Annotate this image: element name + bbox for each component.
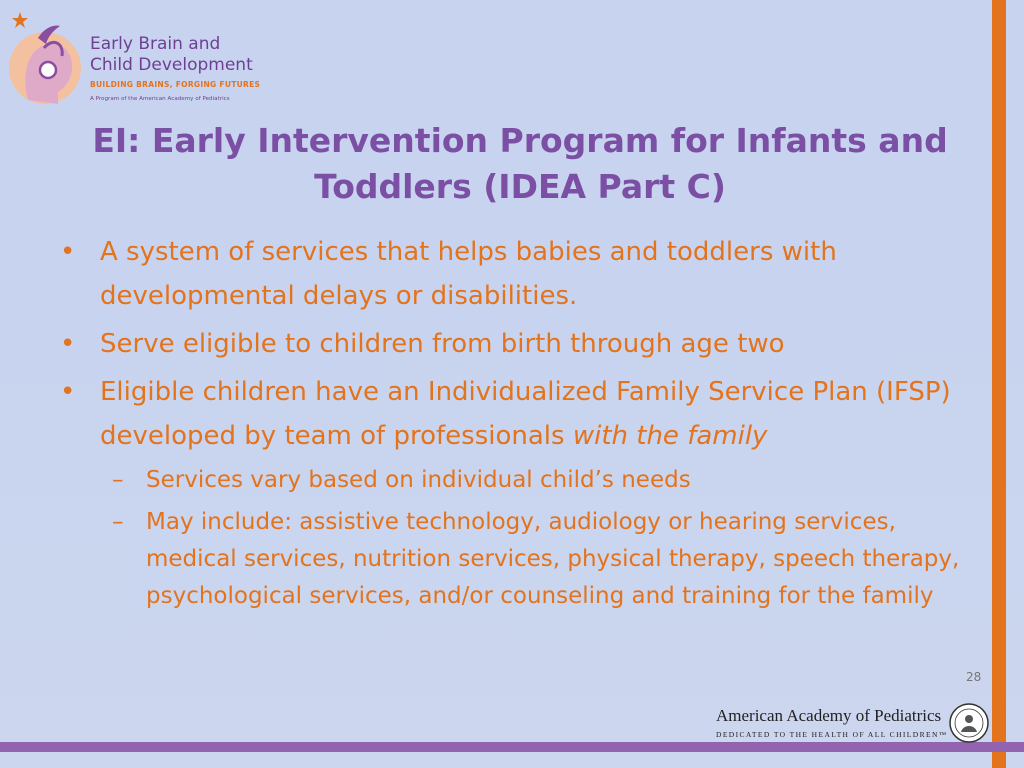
bullet-text: Eligible children have an Individualized Family Service Plan (IFSP) developed by team of professionals xyxy=(100,377,951,451)
right-accent-bar xyxy=(992,0,1006,768)
logo-title-line2: Child Development xyxy=(90,55,253,75)
logo-title-line1: Early Brain and xyxy=(90,34,221,54)
sub-bullet-item xyxy=(56,504,976,615)
bullet-item xyxy=(56,370,976,458)
aap-footer-logo xyxy=(712,702,992,746)
child-head-logo-icon xyxy=(8,8,88,112)
sub-bullet-text: May include: assistive technology, audiology or hearing services, medical services, nutrition services, physical therapy, speech therapy, psychological services, and/or counseling and training for the family xyxy=(146,509,960,609)
bullet-item xyxy=(56,322,976,366)
bullet-item xyxy=(56,230,976,318)
sub-bullet-marker: – xyxy=(112,509,124,535)
aap-org-name: American Academy of Pediatrics xyxy=(716,706,942,725)
bullet-marker: • xyxy=(60,237,76,267)
bullet-text: Serve eligible to children from birth through age two xyxy=(100,329,785,359)
bullet-emphasis: with the family xyxy=(572,421,768,451)
logo-subline: A Program of the American Academy of Pediatrics xyxy=(90,96,230,102)
sub-bullet-text: Services vary based on individual child’s needs xyxy=(146,467,691,493)
bullet-text: A system of services that helps babies and toddlers with developmental delays or disabilities. xyxy=(100,237,837,311)
bullet-marker: • xyxy=(60,377,76,407)
page-number: 28 xyxy=(966,670,982,684)
ebcd-logo xyxy=(8,8,278,112)
bullet-marker: • xyxy=(60,329,76,359)
aap-org-tagline: DEDICATED TO THE HEALTH OF ALL CHILDREN™ xyxy=(716,730,948,739)
aap-seal-icon xyxy=(948,702,990,744)
slide-title: EI: Early Intervention Program for Infants and Toddlers (IDEA Part C) xyxy=(92,121,948,206)
logo-tagline: BUILDING BRAINS, FORGING FUTURES xyxy=(90,80,261,89)
sub-bullet-marker: – xyxy=(112,467,124,493)
sub-bullet-item xyxy=(56,462,976,499)
slide-content xyxy=(56,230,976,620)
